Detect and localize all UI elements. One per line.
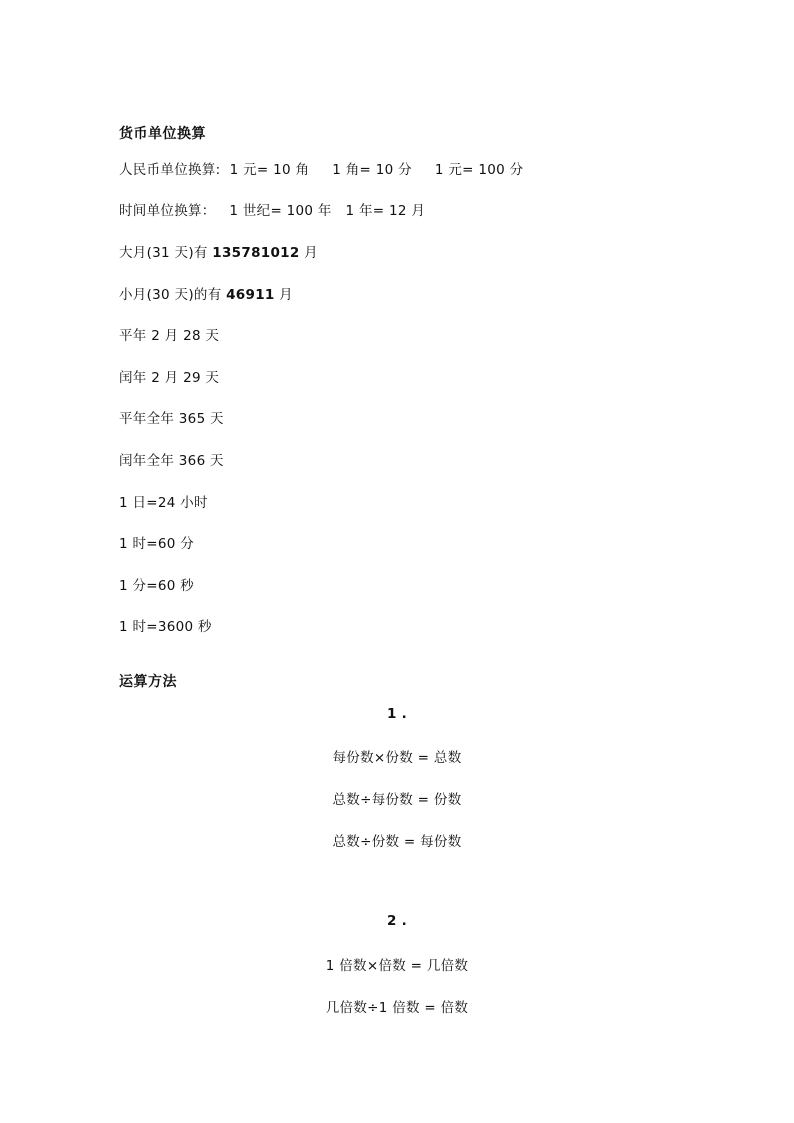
fact-line: 1 时=60 分 <box>119 536 195 552</box>
small-month-suffix: 月 <box>274 287 293 303</box>
big-month-prefix: 大月(31 天)有 <box>119 245 213 261</box>
group-number: 2 . <box>386 913 408 929</box>
fact-line: 闰年全年 366 天 <box>119 453 224 469</box>
big-month-suffix: 月 <box>299 245 318 261</box>
currency-conversion-line: 人民币单位换算: 1 元= 10 角 1 角= 10 分 1 元= 100 分 <box>119 162 524 178</box>
small-month-value: 46911 <box>226 287 275 303</box>
group-number: 1 . <box>386 706 408 722</box>
small-month-line <box>119 283 293 303</box>
fact-line: 1 日=24 小时 <box>119 495 208 511</box>
fact-line: 1 时=3600 秒 <box>119 619 212 635</box>
formula-line: 几倍数÷1 倍数 = 倍数 <box>325 1000 469 1016</box>
formula-line: 总数÷每份数 = 份数 <box>332 792 462 808</box>
small-month-prefix: 小月(30 天)的有 <box>119 287 227 303</box>
big-month-value: 135781012 <box>212 245 300 261</box>
big-month-line <box>119 241 318 261</box>
formula-line: 1 倍数×倍数 = 几倍数 <box>325 958 469 974</box>
formula-line: 总数÷份数 = 每份数 <box>332 834 462 850</box>
fact-line: 平年 2 月 28 天 <box>119 328 220 344</box>
section-heading-operations: 运算方法 <box>119 674 177 690</box>
formula-line: 每份数×份数 = 总数 <box>332 750 462 766</box>
section-heading-currency: 货币单位换算 <box>119 126 206 142</box>
time-conversion-line: 时间单位换算： 1 世纪= 100 年 1 年= 12 月 <box>119 203 426 219</box>
fact-line: 1 分=60 秒 <box>119 578 195 594</box>
fact-line: 闰年 2 月 29 天 <box>119 370 220 386</box>
fact-line: 平年全年 365 天 <box>119 411 224 427</box>
